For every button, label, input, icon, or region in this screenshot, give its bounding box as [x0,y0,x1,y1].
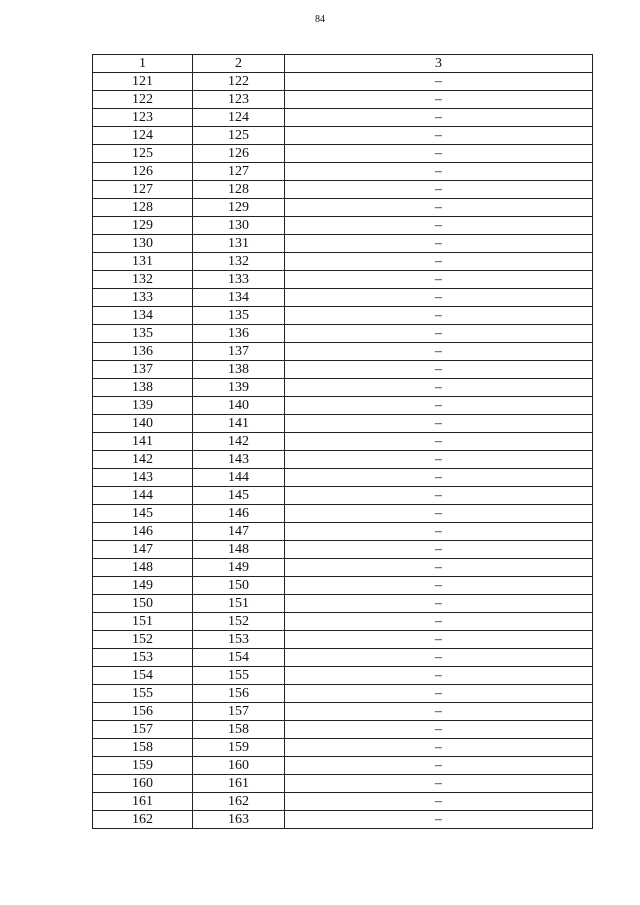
table-row [93,253,593,271]
table-cell-col-1: 161 [93,793,193,811]
table-cell-col-1: 134 [93,307,193,325]
table-cell-col-2: 148 [193,541,285,559]
table-cell-col-3: – [285,613,593,631]
table-row [93,199,593,217]
table-cell-col-2: 132 [193,253,285,271]
table-cell-col-2: 134 [193,289,285,307]
table-row [93,379,593,397]
table-cell-col-2: 144 [193,469,285,487]
table-row [93,127,593,145]
table-cell-col-1: 135 [93,325,193,343]
table-row [93,217,593,235]
table-cell-col-1: 122 [93,91,193,109]
table-cell-col-2: 126 [193,145,285,163]
column-header-2: 2 [193,55,285,73]
table-cell-col-3: – [285,145,593,163]
table-cell-col-2: 149 [193,559,285,577]
table-cell-col-1: 142 [93,451,193,469]
table-cell-col-1: 141 [93,433,193,451]
table-cell-col-1: 137 [93,361,193,379]
table-cell-col-2: 135 [193,307,285,325]
table-cell-col-3: – [285,127,593,145]
table-row [93,739,593,757]
table-cell-col-2: 128 [193,181,285,199]
table-cell-col-2: 129 [193,199,285,217]
table-cell-col-3: – [285,721,593,739]
table-cell-col-3: – [285,343,593,361]
table-header-row [93,55,593,73]
table-cell-col-3: – [285,289,593,307]
table-cell-col-3: – [285,217,593,235]
table-cell-col-1: 131 [93,253,193,271]
table-row [93,325,593,343]
table-cell-col-3: – [285,253,593,271]
page-number: 84 [315,14,325,25]
table-cell-col-3: – [285,775,593,793]
table-row [93,73,593,91]
table-cell-col-3: – [285,739,593,757]
table-cell-col-2: 133 [193,271,285,289]
table-cell-col-1: 139 [93,397,193,415]
table-cell-col-3: – [285,793,593,811]
table-cell-col-3: – [285,361,593,379]
table-row [93,235,593,253]
table-cell-col-1: 153 [93,649,193,667]
table-cell-col-2: 158 [193,721,285,739]
table-cell-col-1: 157 [93,721,193,739]
table-cell-col-1: 143 [93,469,193,487]
table-row [93,757,593,775]
table-cell-col-3: – [285,523,593,541]
table-cell-col-3: – [285,415,593,433]
table-row [93,433,593,451]
table-cell-col-1: 121 [93,73,193,91]
table-cell-col-3: – [285,379,593,397]
table-cell-col-2: 163 [193,811,285,829]
table-row [93,685,593,703]
table-row [93,307,593,325]
table-cell-col-2: 156 [193,685,285,703]
table-row [93,451,593,469]
table-row [93,397,593,415]
table-cell-col-1: 149 [93,577,193,595]
table-cell-col-1: 152 [93,631,193,649]
table-cell-col-3: – [285,811,593,829]
table-cell-col-2: 141 [193,415,285,433]
table-cell-col-2: 145 [193,487,285,505]
table-row [93,145,593,163]
table-row [93,703,593,721]
table-cell-col-3: – [285,577,593,595]
table-cell-col-1: 125 [93,145,193,163]
table-row [93,505,593,523]
table-cell-col-1: 158 [93,739,193,757]
table-cell-col-2: 150 [193,577,285,595]
table-cell-col-3: – [285,397,593,415]
table-row [93,667,593,685]
table-cell-col-2: 151 [193,595,285,613]
table-cell-col-1: 128 [93,199,193,217]
table-cell-col-3: – [285,271,593,289]
table-cell-col-3: – [285,325,593,343]
table-cell-col-1: 124 [93,127,193,145]
table-row [93,541,593,559]
table-cell-col-3: – [285,163,593,181]
table-cell-col-2: 124 [193,109,285,127]
table-cell-col-3: – [285,649,593,667]
table-row [93,523,593,541]
table-cell-col-2: 142 [193,433,285,451]
table-cell-col-3: – [285,91,593,109]
table-cell-col-3: – [285,559,593,577]
table-cell-col-2: 159 [193,739,285,757]
table-cell-col-1: 138 [93,379,193,397]
table-cell-col-2: 125 [193,127,285,145]
table-cell-col-2: 146 [193,505,285,523]
table-cell-col-3: – [285,433,593,451]
column-header-1: 1 [93,55,193,73]
table-cell-col-1: 140 [93,415,193,433]
table-cell-col-1: 126 [93,163,193,181]
table-cell-col-2: 152 [193,613,285,631]
table-cell-col-2: 160 [193,757,285,775]
table-row [93,181,593,199]
table-row [93,469,593,487]
table-cell-col-1: 123 [93,109,193,127]
table-row [93,559,593,577]
data-table [92,54,593,829]
table-row [93,775,593,793]
table-cell-col-2: 147 [193,523,285,541]
table-row [93,721,593,739]
table-cell-col-1: 133 [93,289,193,307]
table-cell-col-3: – [285,235,593,253]
table-cell-col-2: 127 [193,163,285,181]
table-cell-col-3: – [285,505,593,523]
table-cell-col-1: 136 [93,343,193,361]
table-cell-col-3: – [285,109,593,127]
table-cell-col-1: 144 [93,487,193,505]
table-cell-col-3: – [285,541,593,559]
table-cell-col-1: 127 [93,181,193,199]
table-row [93,415,593,433]
table-cell-col-2: 162 [193,793,285,811]
table-cell-col-1: 129 [93,217,193,235]
table-cell-col-1: 155 [93,685,193,703]
table-row [93,613,593,631]
table-row [93,631,593,649]
table-cell-col-2: 123 [193,91,285,109]
table-cell-col-1: 154 [93,667,193,685]
table-cell-col-2: 131 [193,235,285,253]
table-cell-col-3: – [285,667,593,685]
table-row [93,649,593,667]
table-row [93,343,593,361]
table-cell-col-2: 139 [193,379,285,397]
table-row [93,289,593,307]
table-cell-col-2: 137 [193,343,285,361]
table-cell-col-3: – [285,487,593,505]
table-cell-col-1: 160 [93,775,193,793]
table-row [93,271,593,289]
table-row [93,487,593,505]
table-cell-col-3: – [285,73,593,91]
table-cell-col-3: – [285,685,593,703]
table-cell-col-3: – [285,181,593,199]
table-cell-col-1: 150 [93,595,193,613]
table-body [93,73,593,829]
table-cell-col-1: 146 [93,523,193,541]
table-cell-col-1: 156 [93,703,193,721]
table-cell-col-2: 153 [193,631,285,649]
table-row [93,163,593,181]
table-cell-col-3: – [285,199,593,217]
table-row [93,577,593,595]
table-cell-col-2: 140 [193,397,285,415]
table-cell-col-2: 155 [193,667,285,685]
table-row [93,595,593,613]
table-cell-col-3: – [285,595,593,613]
table-cell-col-2: 143 [193,451,285,469]
table-cell-col-2: 138 [193,361,285,379]
table-cell-col-2: 161 [193,775,285,793]
table-cell-col-2: 122 [193,73,285,91]
table-cell-col-3: – [285,469,593,487]
table-row [93,793,593,811]
table-cell-col-3: – [285,631,593,649]
table-cell-col-1: 132 [93,271,193,289]
table-cell-col-3: – [285,307,593,325]
table-cell-col-1: 147 [93,541,193,559]
table-cell-col-1: 148 [93,559,193,577]
table-cell-col-2: 154 [193,649,285,667]
table-cell-col-1: 130 [93,235,193,253]
table-cell-col-3: – [285,757,593,775]
table-cell-col-1: 145 [93,505,193,523]
table-cell-col-1: 162 [93,811,193,829]
table-cell-col-3: – [285,703,593,721]
table-row [93,109,593,127]
table-cell-col-1: 159 [93,757,193,775]
column-header-3: 3 [285,55,593,73]
table-cell-col-2: 136 [193,325,285,343]
table-row [93,811,593,829]
table-cell-col-1: 151 [93,613,193,631]
table-cell-col-2: 130 [193,217,285,235]
table-row [93,91,593,109]
table-cell-col-2: 157 [193,703,285,721]
table-row [93,361,593,379]
table-cell-col-3: – [285,451,593,469]
